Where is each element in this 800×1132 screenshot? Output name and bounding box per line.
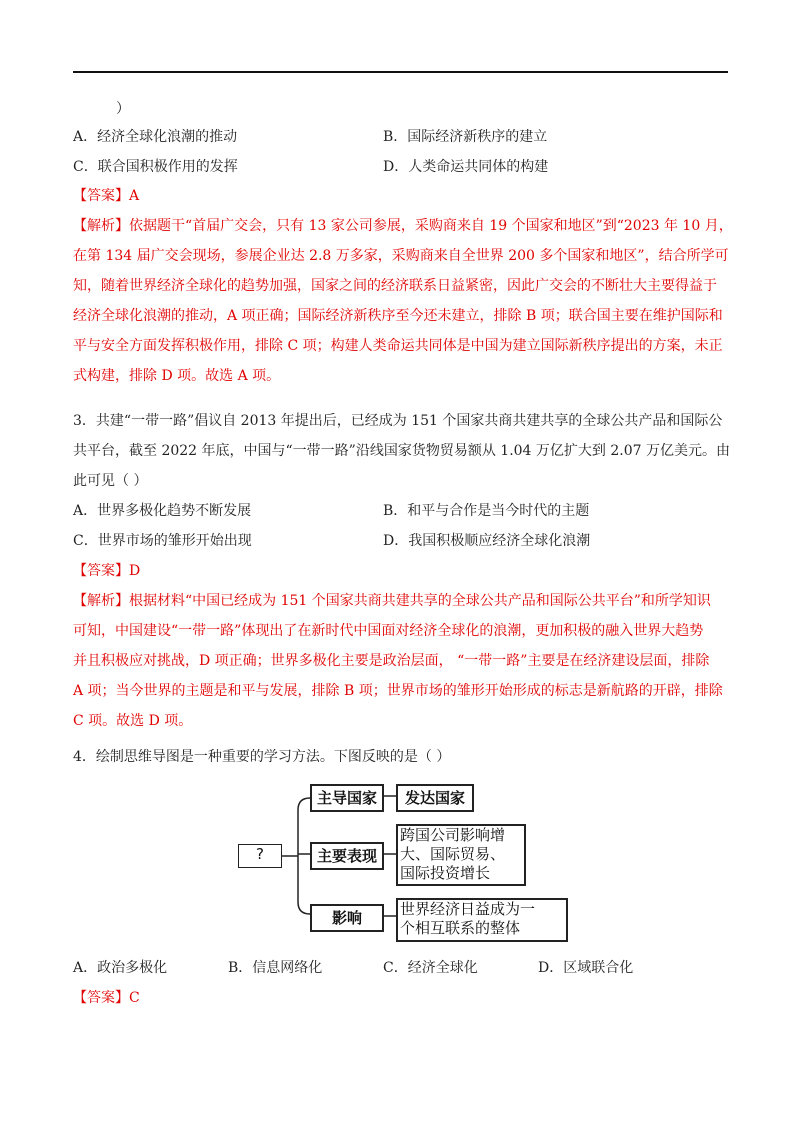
q2-option-a: A．经济全球化浪潮的推动 [73,129,238,145]
branch-impact: 影响 [310,904,384,932]
q4-answer: 【答案】C [73,990,140,1006]
header-rule [73,71,728,73]
q3-explanation-line: 并且积极应对挑战，D 项正确；世界多极化主要是政治层面， “一带一路”主要是在经济建设层面，排除 [73,653,710,669]
root-node: ? [238,844,282,868]
q3-option-d: D．我国积极顺应经济全球化浪潮 [383,533,591,549]
mind-map-diagram [230,778,570,948]
q3-option-a: A．世界多极化趋势不断发展 [73,503,252,519]
leaf-manifestations-line: 跨国公司影响增 [400,826,506,844]
q3-explanation-line: 可知，中国建设“一带一路”体现出了在新时代中国面对经济全球化的浪潮，更加积极的融入世界大趋势 [73,623,704,639]
q2-answer: 【答案】A [73,188,140,204]
q4-option-a: A．政治多极化 [73,960,168,976]
q2-explanation-line: 知，随着世界经济全球化的趋势加强，国家之间的经济联系日益紧密，因此广交会的不断壮大主要得益于 [73,278,717,294]
q2-option-d: D．人类命运共同体的构建 [383,159,549,175]
q3-option-b: B．和平与合作是当今时代的主题 [383,503,590,519]
q2-explanation-line: 在第 134 届广交会现场，参展企业达 2.8 万多家，采购商来自全世界 200 多个国家和地区”，结合所学可 [73,248,729,264]
leaf-manifestations-line: 国际投资增长 [400,864,491,882]
q3-explanation-line: 【解析】根据材料“中国已经成为 151 个国家共商共建共享的全球公共产品和国际公共平台”和所学知识 [73,593,711,609]
q2-explanation-line: 式构建，排除 D 项。故选 A 项。 [73,368,281,384]
q3-stem-line: 3．共建“一带一路”倡议自 2013 年提出后，已经成为 151 个国家共商共建共享的全球公共产品和国际公 [73,413,723,429]
q2-explanation-line: 经济全球化浪潮的推动，A 项正确；国际经济新秩序至今还未建立，排除 B 项；联合国主要在维护国际和 [73,308,723,324]
branch-leading-countries: 主导国家 [310,784,384,812]
q2-explanation-line: 平与安全方面发挥积极作用，排除 C 项；构建人类命运共同体是中国为建立国际新秩序提出的方案，未正 [73,338,723,354]
q2-paren: ） [116,101,130,117]
leaf-impact-line: 世界经济日益成为一 [400,900,536,918]
q3-explanation-line: A 项；当今世界的主题是和平与发展，排除 B 项；世界市场的雏形开始形成的标志是新航路的开辟，排除 [73,683,723,699]
q3-answer: 【答案】D [73,563,141,579]
q3-explanation-line: C 项。故选 D 项。 [73,713,193,729]
leaf-manifestations-line: 大、国际贸易、 [400,845,506,863]
q4-option-d: D．区域联合化 [538,960,634,976]
q3-stem-line: 共平台，截至 2022 年底，中国与“一带一路”沿线国家货物贸易额从 1.04 万亿扩大到 2.07 万亿美元。由 [73,443,730,459]
leaf-developed-countries: 发达国家 [396,784,474,812]
leaf-manifestations-box [396,824,526,886]
branch-main-manifestations: 主要表现 [310,842,384,870]
q4-option-c: C．经济全球化 [383,960,478,976]
q4-stem: 4．绘制思维导图是一种重要的学习方法。下图反映的是（ ） [73,749,451,765]
leaf-impact-box [396,898,568,942]
q2-option-c: C．联合国积极作用的发挥 [73,159,238,175]
q3-option-c: C．世界市场的雏形开始出现 [73,533,252,549]
q2-option-b: B．国际经济新秩序的建立 [383,129,548,145]
q4-option-b: B．信息网络化 [228,960,323,976]
leaf-impact-line: 个相互联系的整体 [400,919,521,937]
q3-stem-line: 此可见（ ） [73,473,148,489]
q2-explanation-line: 【解析】依据题干“首届广交会，只有 13 家公司参展，采购商来自 19 个国家和地区”到“2023 年 10 月， [73,218,733,234]
